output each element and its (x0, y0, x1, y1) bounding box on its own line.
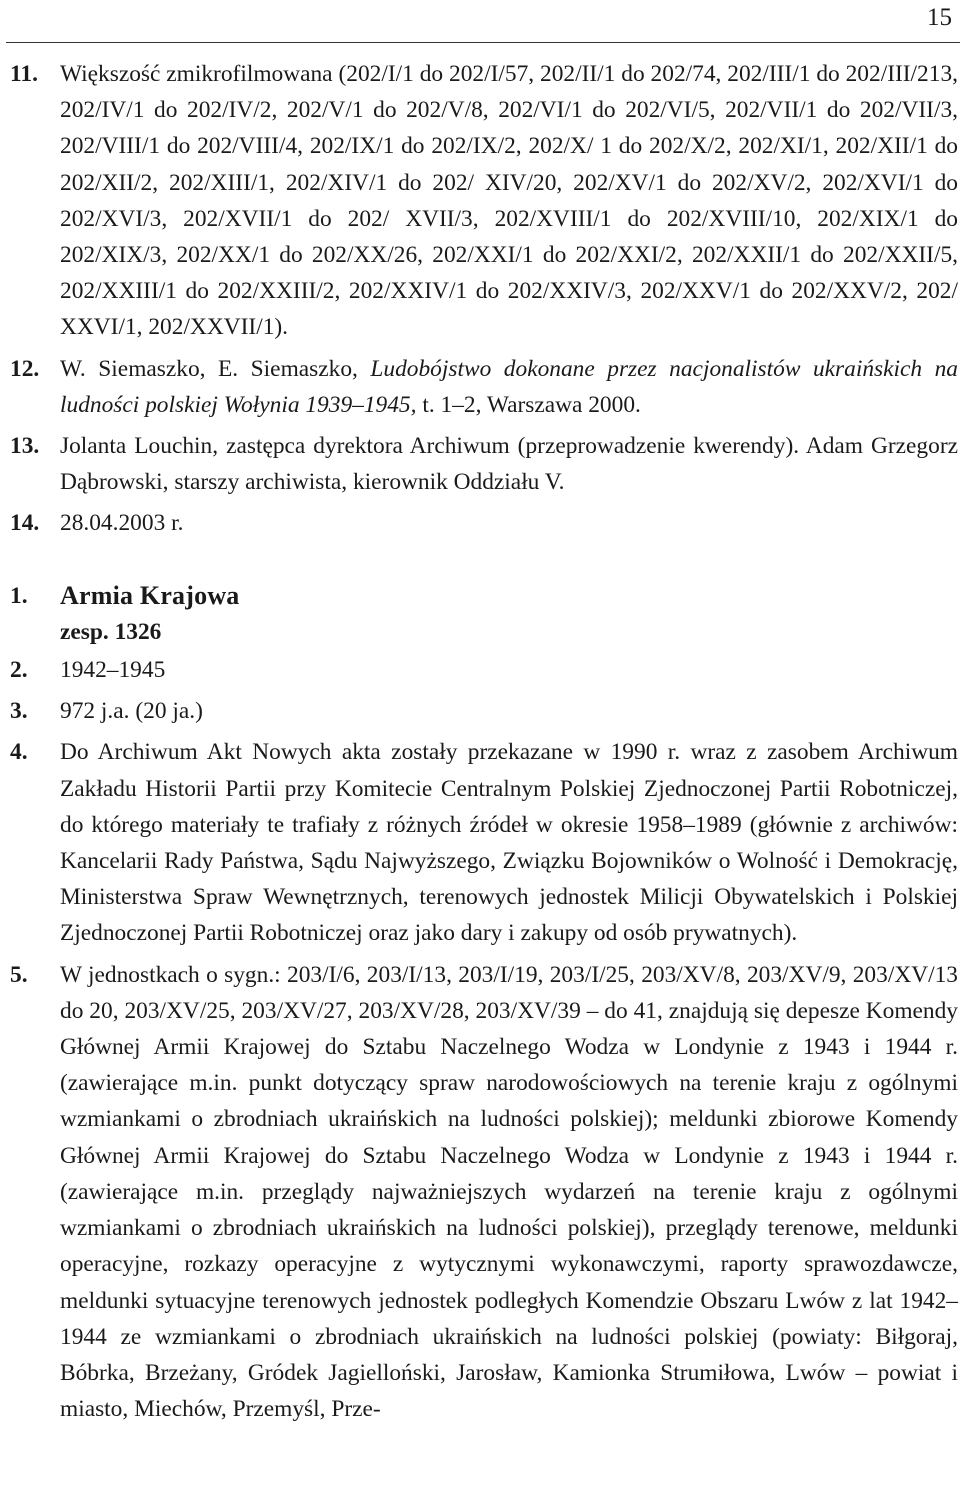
section-volume-item (0, 693, 960, 729)
footnote-12 (0, 351, 960, 423)
footnote-number: 11. (10, 61, 38, 87)
footnote-11 (0, 56, 960, 346)
item-number: 2. (10, 657, 28, 684)
footnote-number: 12. (10, 355, 40, 382)
item-text: W jednostkach o sygn.: 203/I/6, 203/I/13, 203/I/19, 203/I/25, 203/XV/8, 203/XV/9, 203/XV/13 do 20, 203/XV/25, 203/XV/27, 203/XV/28, 203/XV/39 – do 41, znajdują się depesze Komendy Głównej Armii Krajowej do Sztabu Naczelnego Wodza w Londynie z 1943 i 1944 r. (zawierające m.in. punkt dotyczący spraw narodowościowych na terenie kraju z ogólnymi wzmiankami o zbrodniach ukraińskich na ludności polskiej); meldunki zbiorowe Komendy Głównej Armii Krajowej do Sztabu Naczelnego Wodza w Londynie z 1943 i 1944 r. (zawierające m.in. przeglądy najważniejszych wydarzeń na terenie kraju z ogólnymi wzmiankami o zbrodniach ukraińskich na ludności polskiej), przeglądy terenowe, meldunki operacyjne, rozkazy operacyjne z wytycznymi wykonawczymi, raporty sprawozdawcze, meldunki sytuacyjne terenowych jednostek podległych Komendzie Obszaru Lwów z lat 1942–1944 ze wzmiankami o zbrodniach ukraińskich na ludności polskiej (powiaty: Biłgoraj, Bóbrka, Brzeżany, Gródek Jagielloński, Jarosław, Kamionka Strumiłowa, Lwów – powiat i miasto, Miechów, Przemyśl, Prze- (60, 961, 958, 1423)
footnote-13 (0, 428, 960, 500)
page-number: 15 (927, 4, 952, 31)
item-text: Do Archiwum Akt Nowych akta zostały przekazane w 1990 r. wraz z zasobem Archiwum Zakładu Historii Partii przy Komitecie Centralnym Polskiej Zjednoczonej Partii Robotniczej, do którego materiały te trafiały z różnych źródeł w okresie 1958–1989 (głównie z archiwów: Kancelarii Rady Państwa, Sądu Najwyższego, Związku Bojowników o Wolność i Demokrację, Ministerstwa Spraw Wewnętrznych, terenowych jednostek Milicji Obywatelskich i Polskiej Zjednoczonej Partii Robotniczej oraz jako dary i zakupy od osób prywatnych). (60, 739, 958, 947)
footnote-text: 28.04.2003 r. (60, 510, 184, 537)
section-subtitle: zesp. 1326 (60, 618, 162, 645)
footnote-14 (0, 505, 960, 541)
footnote-number: 13. (10, 433, 40, 460)
section-volume: 972 j.a. (20 ja.) (60, 698, 203, 725)
citation-authors: W. Siemaszko, E. Siemaszko, (60, 355, 371, 382)
page-content (0, 56, 960, 1427)
footnote-text (60, 351, 958, 423)
citation-details: t. 1–2, Warszawa 2000. (416, 391, 641, 418)
citation-title: Ludobójstwo dokonane przez nacjonalistów ukraińskich na ludności polskiej Wołynia 1939–1945, (60, 355, 958, 418)
footnote-text: Jolanta Louchin, zastępca dyrektora Archiwum (przeprowadzenie kwerendy). Adam Grzegorz Dąbrowski, starszy archiwista, kierownik Oddziału V. (60, 433, 958, 496)
section-dates-item (0, 652, 960, 688)
section-title: Armia Krajowa (60, 580, 240, 610)
section-item-4 (0, 734, 960, 951)
section-dates: 1942–1945 (60, 657, 166, 684)
item-number: 5. (10, 961, 28, 988)
section-title-item (0, 578, 960, 650)
section-item-5 (0, 957, 960, 1428)
footnote-text: Większość zmikrofilmowana (202/I/1 do 202/I/57, 202/II/1 do 202/74, 202/III/1 do 202/III/213, 202/IV/1 do 202/IV/2, 202/V/1 do 202/V/8, 202/VI/1 do 202/VI/5, 202/VII/1 do 202/VII/3, 202/VIII/1 do 202/VIII/4, 202/IX/1 do 202/IX/2, 202/X/ 1 do 202/X/2, 202/XI/1, 202/XII/1 do 202/XII/2, 202/XIII/1, 202/XIV/1 do 202/ XIV/20, 202/XV/1 do 202/XV/2, 202/XVI/1 do 202/XVI/3, 202/XVII/1 do 202/ XVII/3, 202/XVIII/1 do 202/XVIII/10, 202/XIX/1 do 202/XIX/3, 202/XX/1 do 202/XX/26, 202/XXI/1 do 202/XXI/2, 202/XXII/1 do 202/XXII/5, 202/XXIII/1 do 202/XXIII/2, 202/XXIV/1 do 202/XXIV/3, 202/XXV/1 do 202/XXV/2, 202/ XXVI/1, 202/XXVII/1). (60, 61, 958, 341)
footnote-number: 14. (10, 510, 40, 537)
section-number: 1. (10, 582, 28, 609)
header-rule (6, 42, 960, 43)
item-number: 3. (10, 698, 28, 725)
item-number: 4. (10, 739, 28, 766)
